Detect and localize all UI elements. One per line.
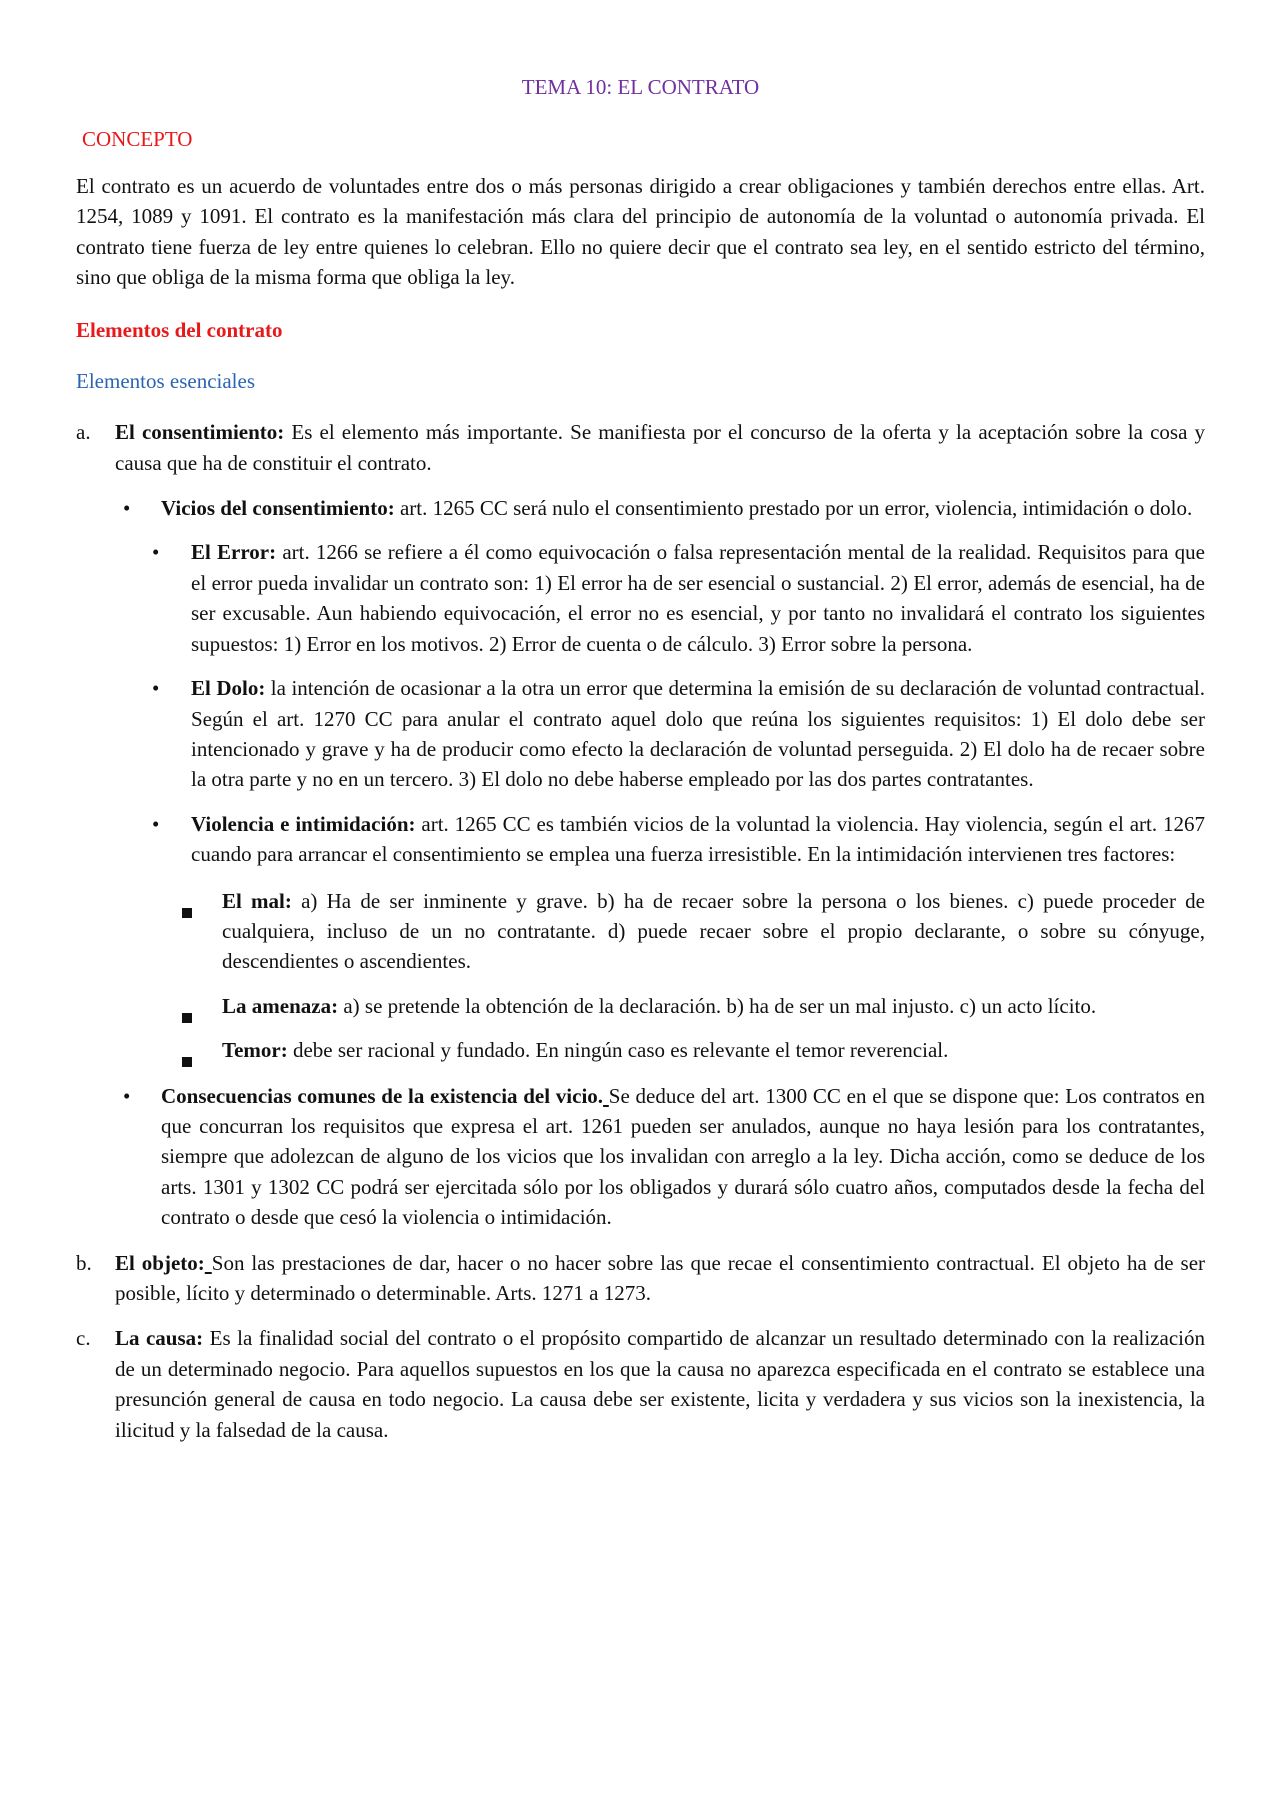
consecuencias-term: Consecuencias comunes de la existencia del vicio.	[161, 1083, 604, 1108]
error-term: El Error:	[191, 540, 277, 565]
bullet-icon: •	[152, 540, 160, 565]
list-marker-a: a.	[76, 420, 91, 445]
bullet-icon: •	[123, 1083, 131, 1108]
objeto-item	[76, 1248, 1205, 1309]
error-text: art. 1266 se refiere a él como equivocación o falsa representación mental de la realidad. Requisitos para que el error pueda invalidar un contrato son: 1) El error ha de ser esencial o sustancial. 2) El error, además de esencial, ha de ser excusable. Aun habiendo equivocación, el error no es esencial, y por tanto no invalidará el contrato los siguientes supuestos: 1) Error en los motivos. 2) Error de cuenta o de cálculo. 3) Error sobre la persona.	[191, 540, 1205, 656]
elementos-esenciales-heading: Elementos esenciales	[76, 368, 256, 393]
concepto-heading: CONCEPTO	[82, 127, 193, 152]
consentimiento-term: El consentimiento:	[115, 420, 285, 445]
factor-amenaza-text: a) se pretende la obtención de la declaración. b) ha de ser un mal injusto. c) un acto lícito.	[338, 993, 1097, 1018]
consecuencias-text: Se deduce del art. 1300 CC en el que se dispone que: Los contratos en que concurran los requisitos que expresa el art. 1261 pueden ser anulados, aunque no haya lesión para los contratantes, siempre que adolezcan de alguno de los vicios que los invalidan con arreglo a la ley. Dicha acción, como se deduce de los arts. 1301 y 1302 CC podrá ser ejercitada sólo por los obligados y durará sólo cuatro años, computados desde la fecha del contrato o desde que cesó la violencia o intimidación.	[161, 1083, 1206, 1230]
vicios-term: Vicios del consentimiento:	[161, 496, 395, 521]
factor-mal-text: a) Ha de ser inminente y grave. b) ha de recaer sobre la persona o los bienes. c) puede proceder de cualquiera, incluso de un no contratante. d) puede recaer sobre el propio declarante, o sobre su cónyuge, descendientes o ascendientes.	[222, 888, 1205, 974]
consentimiento-item	[76, 417, 1205, 478]
elementos-heading: Elementos del contrato	[76, 318, 283, 343]
factor-temor-item	[76, 1035, 1205, 1065]
dolo-term: El Dolo:	[191, 676, 266, 701]
violencia-term: Violencia e intimidación:	[191, 811, 416, 836]
violencia-text: art. 1265 CC es también vicios de la voluntad la violencia. Hay violencia, según el art. 1267 cuando para arrancar el consentimiento se emplea una fuerza irresistible. En la intimidación intervienen tres factores:	[191, 811, 1205, 867]
consecuencias-item	[76, 1081, 1205, 1233]
dolo-text: la intención de ocasionar a la otra un error que determina la emisión de su declaración de voluntad contractual. Según el art. 1270 CC para anular el contrato aquel dolo que reúna los siguientes requisitos: 1) El dolo debe ser intencionado y grave y ha de producir como efecto la declaración de voluntad perseguida. 2) El dolo ha de recaer sobre la otra parte y no en un tercero. 3) El dolo no debe haberse empleado por las dos partes contratantes.	[191, 676, 1205, 792]
objeto-text: Son las prestaciones de dar, hacer o no hacer sobre las que recae el consentimiento contractual. El objeto ha de ser posible, lícito y determinado o determinable. Arts. 1271 a 1273.	[115, 1250, 1206, 1305]
consentimiento-text: Es el elemento más importante. Se manifiesta por el concurso de la oferta y la aceptación sobre la cosa y causa que ha de constituir el contrato.	[115, 420, 1206, 475]
factor-temor-text: debe ser racional y fundado. En ningún caso es relevante el temor reverencial.	[287, 1038, 949, 1063]
causa-term: La causa:	[115, 1326, 204, 1351]
causa-item	[76, 1323, 1205, 1445]
list-marker-b: b.	[76, 1250, 92, 1275]
factor-temor-term: Temor:	[222, 1038, 288, 1063]
objeto-underlined-gap	[205, 1251, 212, 1275]
square-bullet-icon	[182, 896, 192, 926]
square-bullet-icon	[182, 1001, 192, 1031]
vicios-item	[76, 493, 1205, 523]
causa-text: Es la finalidad social del contrato o el propósito compartido de alcanzar un resultado determinado con la realización de un determinado negocio. Para aquellos supuestos en los que la causa no aparezca especificada en el contrato se establece una presunción general de causa en todo negocio. La causa debe ser existente, licita y verdadera y sus vicios son la inexistencia, la ilicitud y la falsedad de la causa.	[115, 1326, 1205, 1442]
factor-mal-term: El mal:	[222, 888, 292, 913]
objeto-term: El objeto:	[115, 1250, 205, 1275]
list-marker-c: c.	[76, 1326, 91, 1351]
vicios-text: art. 1265 CC será nulo el consentimiento prestado por un error, violencia, intimidación o dolo.	[394, 496, 1193, 521]
bullet-icon: •	[152, 676, 160, 701]
dolo-item	[76, 673, 1205, 795]
factor-mal-item	[76, 886, 1205, 977]
concepto-paragraph: El contrato es un acuerdo de voluntades entre dos o más personas dirigido a crear obligaciones y también derechos entre ellas. Art. 1254, 1089 y 1091. El contrato es la manifestación más clara del principio de autonomía de la voluntad o autonomía privada. El contrato tiene fuerza de ley entre quienes lo celebran. Ello no quiere decir que el contrato sea ley, en el sentido estricto del término, sino que obliga de la misma forma que obliga la ley.	[76, 173, 1205, 290]
factor-amenaza-term: La amenaza:	[222, 993, 339, 1018]
square-bullet-icon	[182, 1045, 192, 1075]
error-item	[76, 537, 1205, 659]
bullet-icon: •	[152, 811, 160, 836]
bullet-icon: •	[123, 496, 131, 521]
factor-amenaza-item	[76, 991, 1205, 1021]
page-title: TEMA 10: EL CONTRATO	[521, 75, 760, 99]
violencia-item	[76, 809, 1205, 870]
